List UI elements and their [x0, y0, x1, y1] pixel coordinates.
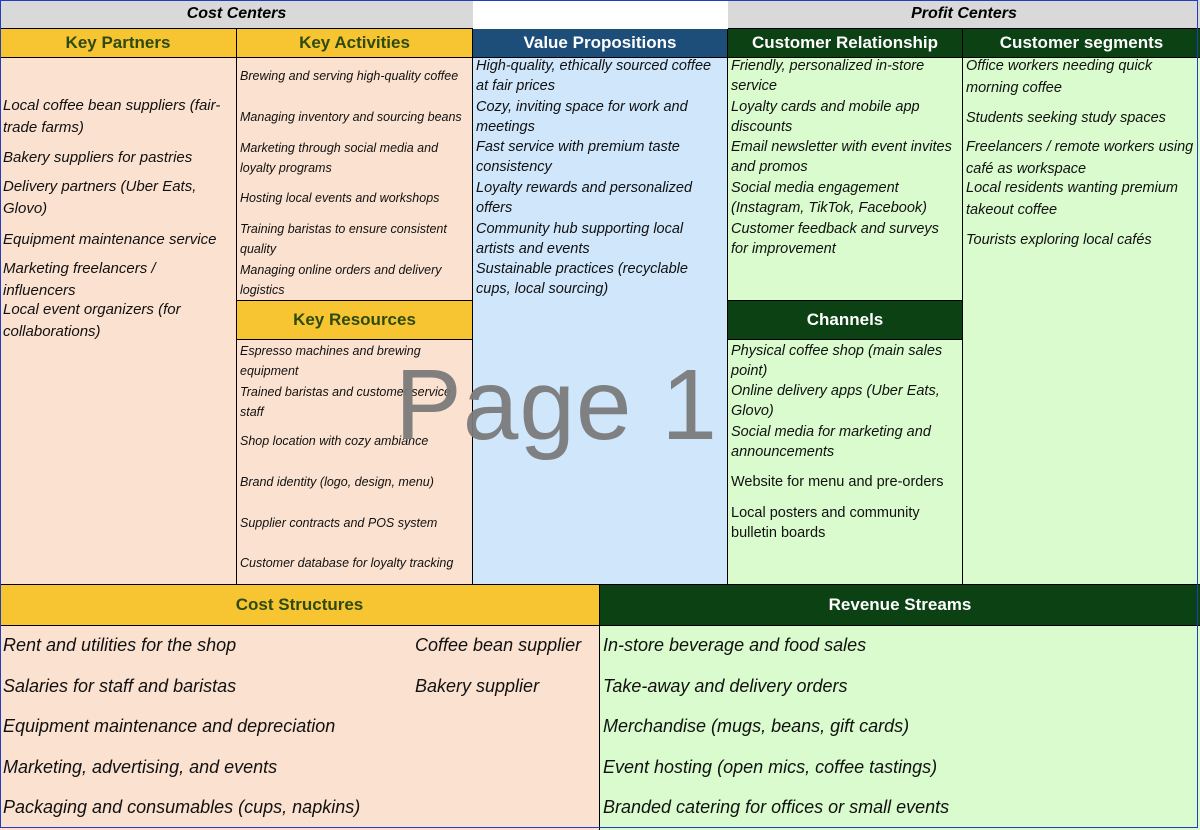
customer-segment-item: Office workers needing quick morning coffee	[966, 58, 1153, 96]
value-proposition-item: High-quality, ethically sourced coffee at fair prices	[476, 58, 712, 94]
key-activity-item: Brewing and serving high-quality coffee	[240, 69, 459, 83]
channel-item: Social media for marketing and announcements	[731, 424, 931, 460]
value-proposition-item: Loyalty rewards and personalized offers	[476, 180, 693, 216]
cost-structure-item: Salaries for staff and baristas	[3, 676, 237, 696]
customer-segments-title: Customer segments	[963, 29, 1200, 58]
cost-structure-item: Packaging and consumables (cups, napkins)	[3, 797, 361, 817]
key-resources-title: Key Resources	[237, 301, 472, 340]
key-activity-item: Marketing through social media and loyalty programs	[240, 141, 439, 175]
channel-item: Local posters and community bulletin boards	[731, 505, 920, 541]
revenue-stream-item: Event hosting (open mics, coffee tastings)	[603, 757, 938, 777]
channels-title: Channels	[728, 301, 962, 340]
customer-relationship-item: Email newsletter with event invites and promos	[731, 139, 952, 175]
key-resource-item: Customer database for loyalty tracking	[240, 556, 454, 570]
key-resource-item: Supplier contracts and POS system	[240, 516, 438, 530]
channel-item: Physical coffee shop (main sales point)	[731, 343, 943, 379]
cost-structure-item: Equipment maintenance and depreciation	[3, 716, 336, 736]
key-activities-title: Key Activities	[237, 29, 472, 58]
customer-relationship-item: Social media engagement (Instagram, TikTok, Facebook)	[731, 180, 927, 216]
key-activity-item: Managing inventory and sourcing beans	[240, 110, 462, 124]
value-proposition-item: Community hub supporting local artists and events	[476, 221, 684, 257]
cost-structure-item: Rent and utilities for the shop	[3, 635, 237, 655]
value-propositions-title: Value Propositions	[473, 29, 727, 58]
key-activity-item: Managing online orders and delivery logistics	[240, 263, 442, 297]
revenue-stream-item: Merchandise (mugs, beans, gift cards)	[603, 716, 910, 736]
cost-centers-label: Cost Centers	[186, 5, 287, 22]
key-partners-title: Key Partners	[0, 29, 236, 58]
customer-segment-item: Students seeking study spaces	[966, 110, 1166, 126]
customer-relationship-item: Loyalty cards and mobile app discounts	[731, 99, 920, 135]
channel-item: Website for menu and pre-orders	[731, 474, 944, 490]
key-partner-item: Local event organizers (for collaborations)	[3, 301, 181, 340]
value-proposition-item: Sustainable practices (recyclable cups, local sourcing)	[476, 261, 688, 297]
key-resource-item: Trained baristas and customer service staff	[240, 385, 451, 419]
customer-relationship-title: Customer Relationship	[728, 29, 962, 58]
key-partner-item: Marketing freelancers / influencers	[3, 260, 156, 299]
profit-centers-label: Profit Centers	[911, 5, 1017, 22]
customer-relationship-item: Customer feedback and surveys for improvement	[731, 221, 939, 257]
value-proposition-item: Cozy, inviting space for work and meetings	[476, 99, 688, 135]
key-resource-item: Shop location with cozy ambiance	[240, 434, 429, 448]
cost-structure-item-right: Bakery supplier	[415, 676, 540, 696]
key-resource-item: Brand identity (logo, design, menu)	[240, 475, 434, 489]
key-activity-item: Hosting local events and workshops	[240, 191, 440, 205]
page-watermark: Page 1	[395, 349, 718, 461]
value-proposition-item: Fast service with premium taste consistency	[476, 139, 680, 175]
key-partner-item: Local coffee bean suppliers (fair-trade farms)	[3, 97, 221, 136]
customer-relationship-item: Friendly, personalized in-store service	[731, 58, 925, 94]
key-resource-item: Espresso machines and brewing equipment	[240, 344, 421, 378]
revenue-stream-item: Branded catering for offices or small events	[603, 797, 950, 817]
revenue-stream-item: Take-away and delivery orders	[603, 676, 848, 696]
revenue-stream-item: In-store beverage and food sales	[603, 635, 867, 655]
cost-structure-item-right: Coffee bean supplier	[415, 635, 582, 655]
revenue-streams-title: Revenue Streams	[600, 585, 1200, 626]
key-partner-item: Bakery suppliers for pastries	[3, 149, 193, 166]
channel-item: Online delivery apps (Uber Eats, Glovo)	[731, 383, 940, 419]
customer-segment-item: Local residents wanting premium takeout coffee	[966, 180, 1178, 218]
customer-segment-item: Tourists exploring local cafés	[966, 232, 1152, 248]
key-activity-item: Training baristas to ensure consistent quality	[240, 222, 447, 256]
key-partner-item: Delivery partners (Uber Eats, Glovo)	[3, 178, 197, 217]
cost-structure-item: Marketing, advertising, and events	[3, 757, 278, 777]
key-partner-item: Equipment maintenance service	[3, 231, 217, 248]
customer-segment-item: Freelancers / remote workers using café as workspace	[966, 139, 1194, 177]
cost-structures-title: Cost Structures	[0, 585, 599, 626]
